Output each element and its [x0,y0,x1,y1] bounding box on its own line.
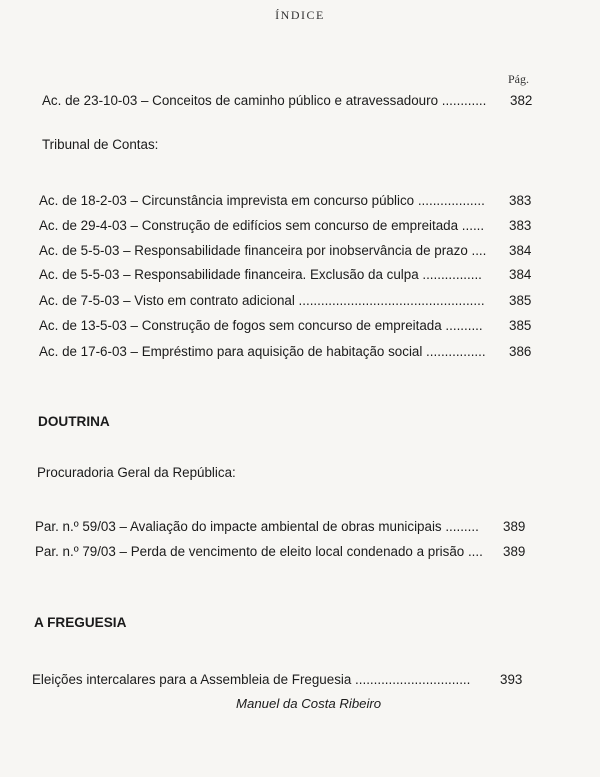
toc-entry-text: Ac. de 23-10-03 – Conceitos de caminho público e atravessadouro ............ [42,93,487,108]
author-name: Manuel da Costa Ribeiro [236,696,382,711]
toc-entry[interactable] [32,671,527,689]
toc-entry-text: Eleições intercalares para a Assembleia de Freguesia ............................... [32,672,471,687]
toc-entry-page: 383 [509,193,532,208]
toc-entry[interactable] [39,242,534,260]
toc-entry-page: 385 [509,318,532,333]
running-head: ÍNDICE [275,8,325,22]
toc-entry[interactable] [39,192,534,210]
toc-entry-page: 383 [509,218,532,233]
toc-entry[interactable] [42,92,537,110]
toc-entry-page: 389 [503,544,526,559]
toc-entry[interactable] [39,217,534,235]
page-column-label: Pág. [508,72,529,86]
toc-entry[interactable] [39,343,534,361]
toc-entry-page: 385 [509,293,532,308]
toc-entry[interactable] [35,518,530,536]
toc-entry-text: Ac. de 13-5-03 – Construção de fogos sem concurso de empreitada .......... [39,318,483,333]
section-title-freguesia: A FREGUESIA [34,615,127,630]
toc-entry-text: Ac. de 7-5-03 – Visto em contrato adicional .................................................. [39,293,485,308]
toc-entry-page: 382 [510,93,533,108]
toc-entry[interactable] [39,292,534,310]
toc-entry-text: Ac. de 29-4-03 – Construção de edifícios sem concurso de empreitada ...... [39,218,485,233]
toc-entry-page: 393 [500,672,523,687]
toc-entry-page: 386 [509,344,532,359]
toc-entry-text: Ac. de 5-5-03 – Responsabilidade financeira. Exclusão da culpa ................ [39,267,482,282]
subsection-heading-tribunal: Tribunal de Contas: [42,137,159,152]
toc-entry-text: Ac. de 17-6-03 – Empréstimo para aquisição de habitação social ................ [39,344,486,359]
toc-entry[interactable] [35,543,530,561]
toc-entry-text: Par. n.º 79/03 – Perda de vencimento de eleito local condenado a prisão .... [35,544,483,559]
toc-entry[interactable] [39,266,534,284]
section-title-doutrina: DOUTRINA [38,414,110,429]
toc-entry-page: 384 [509,267,532,282]
toc-entry-text: Ac. de 18-2-03 – Circunstância imprevista em concurso público .................. [39,193,485,208]
toc-entry-text: Ac. de 5-5-03 – Responsabilidade financeira por inobservância de prazo .... [39,243,487,258]
toc-entry-text: Par. n.º 59/03 – Avaliação do impacte ambiental de obras municipais ......... [35,519,479,534]
toc-entry-page: 384 [509,243,532,258]
toc-entry-page: 389 [503,519,526,534]
toc-entry[interactable] [39,317,534,335]
subsection-heading-procuradoria: Procuradoria Geral da República: [37,465,236,480]
